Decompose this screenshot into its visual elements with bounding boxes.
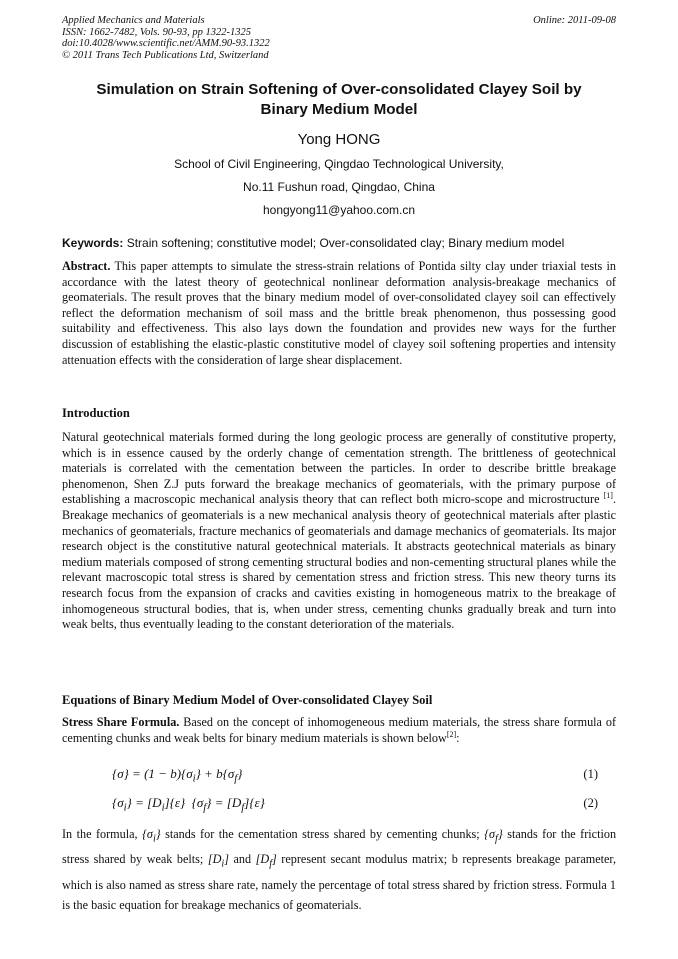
journal-name: Applied Mechanics and Materials: [62, 15, 205, 26]
equation-1: $\{\sigma\} = (1 - b)\{\sigma_i\} + b\{\sigma_f\}$: [112, 766, 243, 785]
equations-heading: Equations of Binary Medium Model of Over-consolidated Clayey Soil: [62, 693, 433, 707]
keywords-label: Keywords:: [62, 236, 124, 250]
formula-explanation: In the formula, $\{\sigma_i\}$ stands for the cementation stress shared by cementing chunks; $\{\sigma_f\}$ stands for the friction stress shared by weak belts; $[D_i]$ and $[D_f]$ represent secant modulus matrix; b represents breakage parameter, which is also named as stress share rate, namely the percentage of total stress shared by friction stress. Formula 1 is the basic equation for breakage mechanics of geomaterials.: [62, 827, 617, 912]
intro-text-1: Natural geotechnical materials formed during the long geologic process are generally of constitutive property, which is in essence caused by the orderly change of cementation strength. The brittleness of geotechnical materials is correlated with the cementation between the particles. In order to describe brittle breakage phenomenon, Shen Z.J puts forward the breakage mechanics of geomaterials, with the primary purpose of establishing a macroscopic mechanical analysis theory that can reflect both micro-scope and microstructure: [62, 430, 616, 507]
keywords-text: Strain softening; constitutive model; Over-consolidated clay; Binary medium model: [126, 236, 565, 250]
issn: ISSN: 1662-7482, Vols. 90-93, pp 1322-1325: [62, 26, 251, 38]
doi: doi:10.4028/www.scientific.net/AMM.90-93.1322: [62, 38, 270, 49]
online-date: Online: 2011-09-08: [533, 15, 616, 26]
keywords: [62, 236, 616, 250]
author: Yong HONG: [297, 131, 381, 148]
abstract-label: Abstract.: [62, 259, 111, 273]
d-f-symbol: $[D_f]$: [255, 852, 277, 870]
stress-share-paragraph: [62, 715, 616, 746]
affiliation-line-1: School of Civil Engineering, Qingdao Technological University,: [174, 157, 504, 171]
stress-share-text: Based on the concept of inhomogeneous medium materials, the stress share formula of cementing chunks and weak belts for binary medium materials is shown below: [62, 715, 616, 745]
equation-1-number: (1): [583, 767, 598, 781]
sigma-f-symbol: $\{\sigma_f\}$: [484, 827, 503, 845]
equation-2: $\{\sigma_i\} = [D_i]\{\varepsilon\} \{\sigma_f\} = [D_f]\{\varepsilon\}$: [112, 795, 265, 814]
intro-citation: [1]: [603, 491, 613, 501]
d-i-symbol: $[D_i]$: [207, 852, 229, 870]
introduction-heading: Introduction: [62, 406, 130, 420]
title-line-1: Simulation on Strain Softening of Over-consolidated Clayey Soil by: [96, 81, 582, 98]
journal-header: [62, 15, 270, 61]
stress-share-label: Stress Share Formula.: [62, 715, 180, 729]
intro-text-2: . Breakage mechanics of geomaterials is a new mechanical analysis theory of geotechnical materials after plastic mechanics of geomaterials, fracture mechanics of geomaterials and damage mechanics of geomaterials. Its major research object is the constitutive natural geotechnical materials. It abstracts geotechnical materials as binary medium materials composed of strong cementing structural bodies and non-cementing structural planes while the relevant macroscopic total stress is shared by cementation stress and friction stress. This new theory turns its research focus from the expansion of cracks and cavities existing in homogeneous matrix to the breakage of inhomogeneous structural bodies, that is, when under stress, cementing chunks gradually break and turn into weak belts, thus eventually leading to the constant deterioration of the materials.: [62, 492, 617, 632]
stress-share-colon: :: [456, 730, 460, 745]
abstract: [62, 259, 616, 368]
paper-title: [62, 80, 616, 120]
abstract-text: This paper attempts to simulate the stress-strain relations of Pontida silty clay under triaxial tests in accordance with the latest theory of geotechnical nonlinear deformation analysis-breakage mechanics of geomaterials. The result proves that the binary medium model of over-consolidated clayey soil can effectively reflect the deformation mechanism of soil mass and the brittle break phenomenon, thus possessing good suitability and effectiveness. This also lays down the foundation and provides new ways for the further discussion of establishing the elastic-plastic constitutive model of clayey soil softening properties and intensity attenuation effects with the consideration of large shear displacement.: [62, 259, 616, 367]
introduction-paragraph: [62, 430, 616, 633]
author-email: hongyong11@yahoo.com.cn: [262, 203, 416, 217]
equation-2-number: (2): [583, 796, 598, 810]
stress-share-citation: [2]: [446, 729, 457, 739]
copyright: © 2011 Trans Tech Publications Ltd, Switzerland: [62, 49, 269, 61]
affiliation-line-2: No.11 Fushun road, Qingdao, China: [243, 180, 435, 194]
sigma-i-symbol: $\{\sigma_i\}$: [142, 827, 161, 845]
title-line-2: Binary Medium Model: [260, 101, 418, 118]
